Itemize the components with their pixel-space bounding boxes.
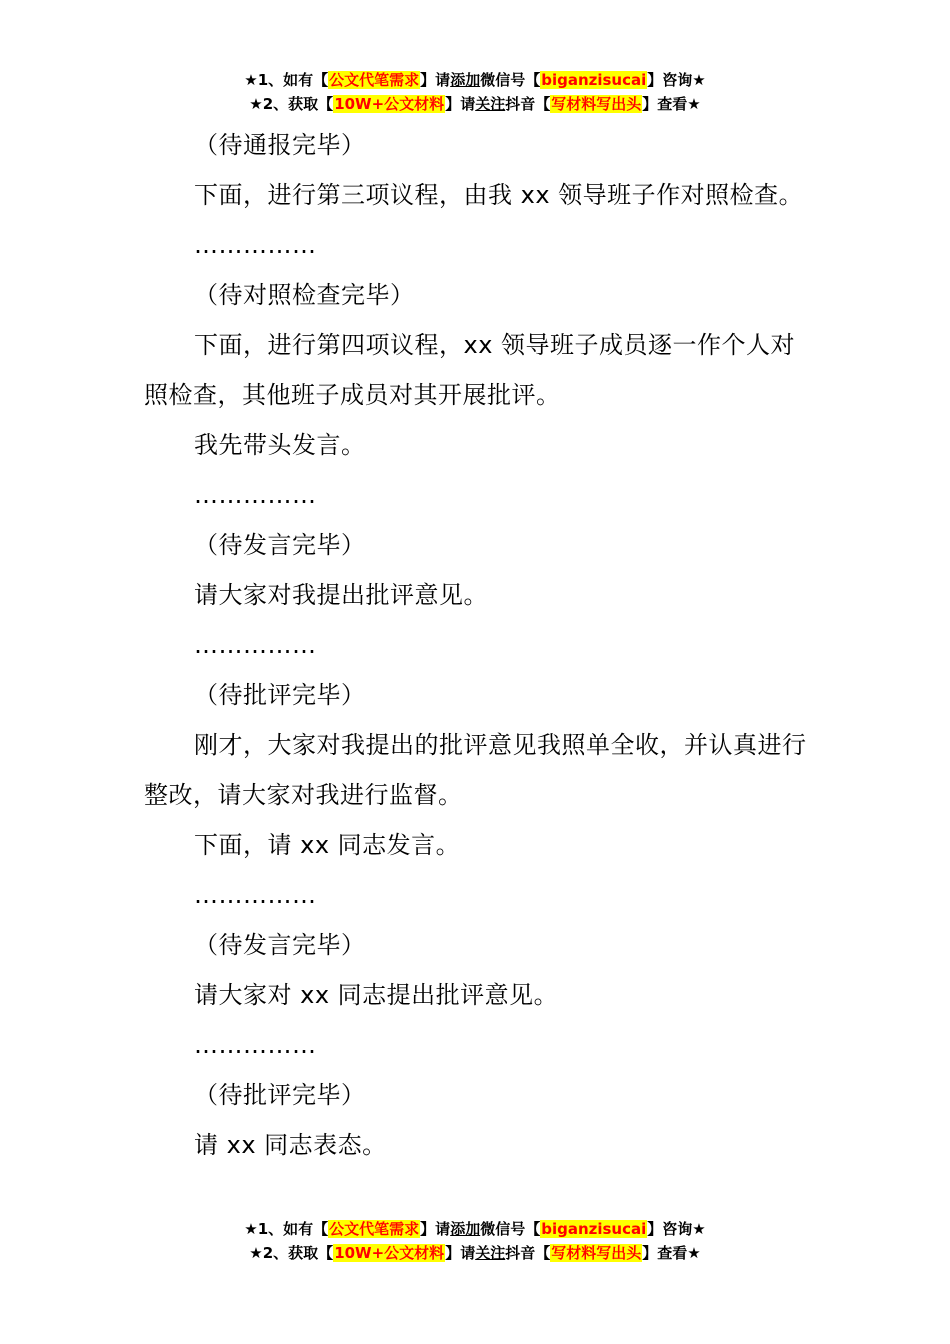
banner-text: ★2、获取【 bbox=[249, 95, 334, 113]
banner-text: 】咨询★ bbox=[647, 1220, 706, 1238]
paragraph: …………… bbox=[194, 481, 317, 509]
banner-text: 】查看★ bbox=[642, 1244, 701, 1262]
banner-highlight: 写材料写出头 bbox=[551, 95, 642, 113]
banner-highlight: biganzisucai bbox=[541, 71, 647, 89]
paragraph: …………… bbox=[194, 881, 317, 909]
paragraph: 我先带头发言。 bbox=[194, 431, 366, 459]
banner-line-1 bbox=[0, 68, 950, 92]
banner-text: 抖音【 bbox=[505, 95, 551, 113]
banner-underlined: 关注 bbox=[475, 95, 506, 113]
banner-text: 微信号【 bbox=[480, 71, 541, 89]
banner-text: 】请 bbox=[420, 1220, 451, 1238]
paragraph: （待发言完毕） bbox=[194, 531, 366, 559]
banner-text: 】咨询★ bbox=[647, 71, 706, 89]
paragraph: 刚才，大家对我提出的批评意见我照单全收，并认真进行整改，请大家对我进行监督。 bbox=[144, 731, 807, 809]
banner-highlight: 10W+公文材料 bbox=[334, 1244, 445, 1262]
paragraph: …………… bbox=[194, 231, 317, 259]
paragraph: …………… bbox=[194, 631, 317, 659]
banner-highlight: 10W+公文材料 bbox=[334, 95, 445, 113]
paragraph: 下面，进行第三项议程，由我 xx 领导班子作对照检查。 bbox=[194, 181, 804, 209]
paragraph: （待对照检查完毕） bbox=[194, 281, 415, 309]
banner-text: 微信号【 bbox=[480, 1220, 541, 1238]
banner-highlight: 公文代笔需求 bbox=[329, 1220, 420, 1238]
banner-text: ★1、如有【 bbox=[244, 71, 329, 89]
banner-text: 抖音【 bbox=[505, 1244, 551, 1262]
banner-text: ★1、如有【 bbox=[244, 1220, 329, 1238]
paragraph: …………… bbox=[194, 1031, 317, 1059]
banner-underlined: 添加 bbox=[450, 71, 481, 89]
banner-highlight: 写材料写出头 bbox=[551, 1244, 642, 1262]
banner-text: 】请 bbox=[445, 95, 476, 113]
banner-text: 】查看★ bbox=[642, 95, 701, 113]
banner-line-2 bbox=[0, 92, 950, 116]
paragraph: 下面，进行第四项议程，xx 领导班子成员逐一作个人对照检查，其他班子成员对其开展批评。 bbox=[144, 331, 796, 409]
paragraph: （待发言完毕） bbox=[194, 931, 366, 959]
header-banner bbox=[0, 68, 950, 116]
paragraph: 请大家对我提出批评意见。 bbox=[194, 581, 488, 609]
document-body bbox=[144, 120, 808, 1170]
paragraph: （待批评完毕） bbox=[194, 1081, 366, 1109]
paragraph: 下面，请 xx 同志发言。 bbox=[194, 831, 461, 859]
banner-highlight: biganzisucai bbox=[541, 1220, 647, 1238]
banner-text: ★2、获取【 bbox=[249, 1244, 334, 1262]
banner-text: 】请 bbox=[420, 71, 451, 89]
paragraph: （待批评完毕） bbox=[194, 681, 366, 709]
paragraph: 请 xx 同志表态。 bbox=[194, 1131, 387, 1159]
banner-underlined: 关注 bbox=[475, 1244, 506, 1262]
banner-underlined: 添加 bbox=[450, 1220, 481, 1238]
paragraph: （待通报完毕） bbox=[194, 131, 366, 159]
banner-line-2 bbox=[0, 1241, 950, 1265]
footer-banner bbox=[0, 1217, 950, 1265]
banner-text: 】请 bbox=[445, 1244, 476, 1262]
banner-line-1 bbox=[0, 1217, 950, 1241]
paragraph: 请大家对 xx 同志提出批评意见。 bbox=[194, 981, 559, 1009]
banner-highlight: 公文代笔需求 bbox=[329, 71, 420, 89]
